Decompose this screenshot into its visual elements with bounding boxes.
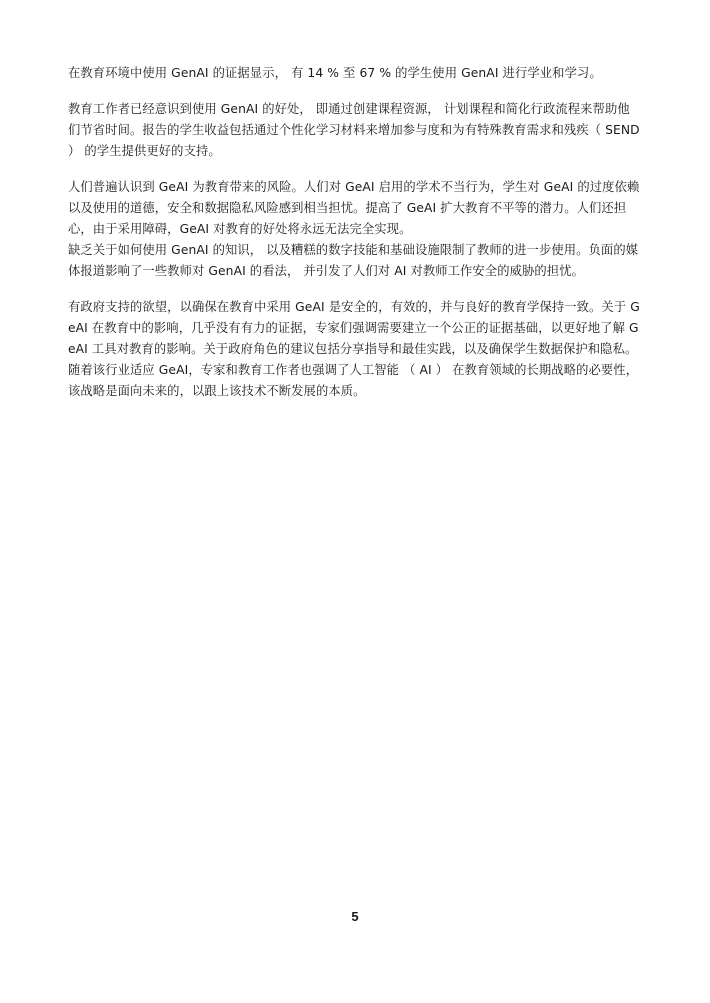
paragraph-government-support: 有政府支持的欲望，以确保在教育中采用 GeAI 是安全的，有效的，并与良好的教育学保持一致。关于 GeAI 在教育中的影响，几乎没有有力的证据，专家们强调需要建立一个公正的证据基础，以更好地了解 GeAI 工具对教育的影响。关于政府角色的建议包括分享指导和最佳实践，以及确保学生数据保护和隐私。随着该行业适应 GeAI，专家和教育工作者也强调了人工智能 （ AI ） 在教育领域的长期战略的必要性，该战略是面向未来的，以跟上该技术不断发展的本质。 (68, 300, 640, 398)
paragraph-educator-benefits: 教育工作者已经意识到使用 GenAI 的好处， 即通过创建课程资源， 计划课程和简化行政流程来帮助他们节省时间。报告的学生收益包括通过个性化学习材料来增加参与度和为有特殊教育需求和残疾（ SEND ） 的学生提供更好的支持。 (68, 102, 640, 158)
paragraph-evidence-usage: 在教育环境中使用 GenAI 的证据显示， 有 14 % 至 67 % 的学生使用 GenAI 进行学业和学习。 (68, 66, 602, 80)
page-number: 5 (351, 909, 359, 924)
paragraph-barriers: 缺乏关于如何使用 GenAI 的知识， 以及糟糕的数字技能和基础设施限制了教师的进一步使用。负面的媒体报道影响了一些教师对 GenAI 的看法， 并引发了人们对 AI 对教师工作安全的威胁的担忧。 (68, 243, 639, 278)
paragraph-risks: 人们普遍认识到 GeAI 为教育带来的风险。人们对 GeAI 启用的学术不当行为，学生对 GeAI 的过度依赖以及使用的道德，安全和数据隐私风险感到相当担忧。提高了 GeAI 扩大教育不平等的潜力。人们还担心，由于采用障碍，GeAI 对教育的好处将永远无法完全实现。 (68, 180, 640, 236)
page-content (68, 63, 642, 402)
